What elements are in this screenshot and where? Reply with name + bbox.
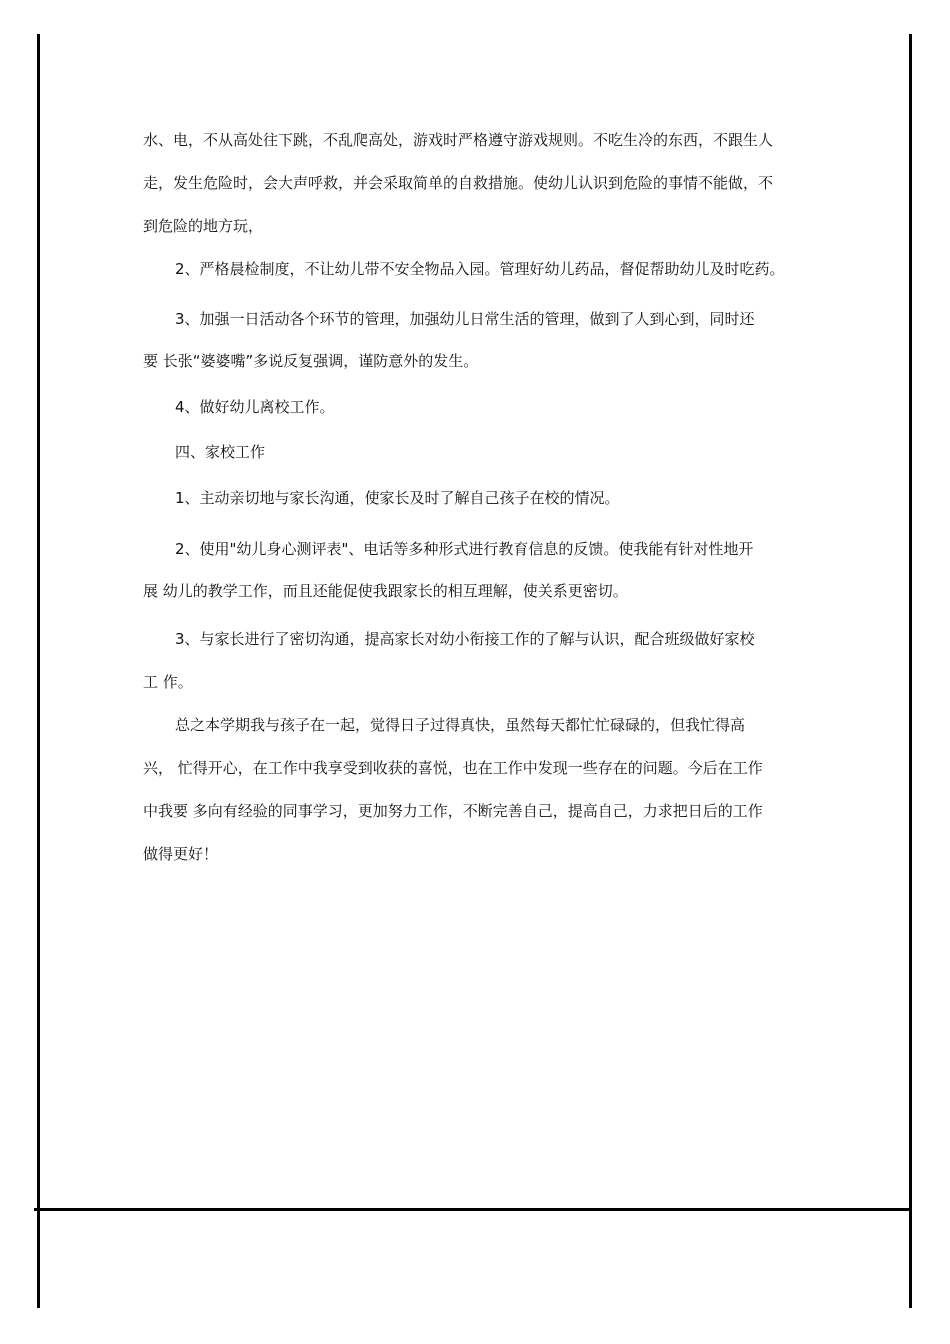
paragraph-line: 要 长张“婆婆嘴”多说反复强调，谨防意外的发生。 bbox=[143, 352, 479, 370]
list-item-2: 2、严格晨检制度，不让幼儿带不安全物品入园。管理好幼儿药品，督促帮助幼儿及时吃药。 bbox=[175, 260, 785, 278]
list-item-3b: 3、与家长进行了密切沟通，提高家长对幼小衔接工作的了解与认识，配合班级做好家校 bbox=[175, 630, 755, 648]
paragraph-line: 做得更好！ bbox=[143, 845, 219, 863]
paragraph-line: 到危险的地方玩， bbox=[143, 217, 264, 235]
paragraph-line: 走，发生危险时，会大声呼救，并会采取简单的自救措施。使幼儿认识到危险的事情不能做，不 bbox=[143, 174, 774, 192]
page-border-left bbox=[37, 34, 40, 1308]
page-border-right bbox=[909, 34, 912, 1308]
section-heading: 四、家校工作 bbox=[175, 443, 266, 461]
paragraph-line: 兴， 忙得开心，在工作中我享受到收获的喜悦，也在工作中发现一些存在的问题。今后在工作 bbox=[143, 759, 763, 777]
paragraph-line: 水、电，不从高处往下跳，不乱爬高处，游戏时严格遵守游戏规则。不吃生冷的东西，不跟生人 bbox=[143, 131, 774, 149]
list-item-4: 4、做好幼儿离校工作。 bbox=[175, 398, 335, 416]
page-border-bottom bbox=[34, 1208, 912, 1211]
paragraph-line: 展 幼儿的教学工作，而且还能促使我跟家长的相互理解，使关系更密切。 bbox=[143, 582, 628, 600]
list-item-1: 1、主动亲切地与家长沟通，使家长及时了解自己孩子在校的情况。 bbox=[175, 489, 620, 507]
paragraph-line: 中我要 多向有经验的同事学习，更加努力工作，不断完善自己，提高自己，力求把日后的工作 bbox=[143, 802, 763, 820]
paragraph-line: 工 作。 bbox=[143, 673, 193, 691]
list-item-2b: 2、使用"幼儿身心测评表"、电话等多种形式进行教育信息的反馈。使我能有针对性地开 bbox=[175, 540, 754, 558]
list-item-3: 3、加强一日活动各个环节的管理，加强幼儿日常生活的管理，做到了人到心到，同时还 bbox=[175, 310, 755, 328]
summary-paragraph: 总之本学期我与孩子在一起，觉得日子过得真快，虽然每天都忙忙碌碌的，但我忙得高 bbox=[175, 716, 746, 734]
